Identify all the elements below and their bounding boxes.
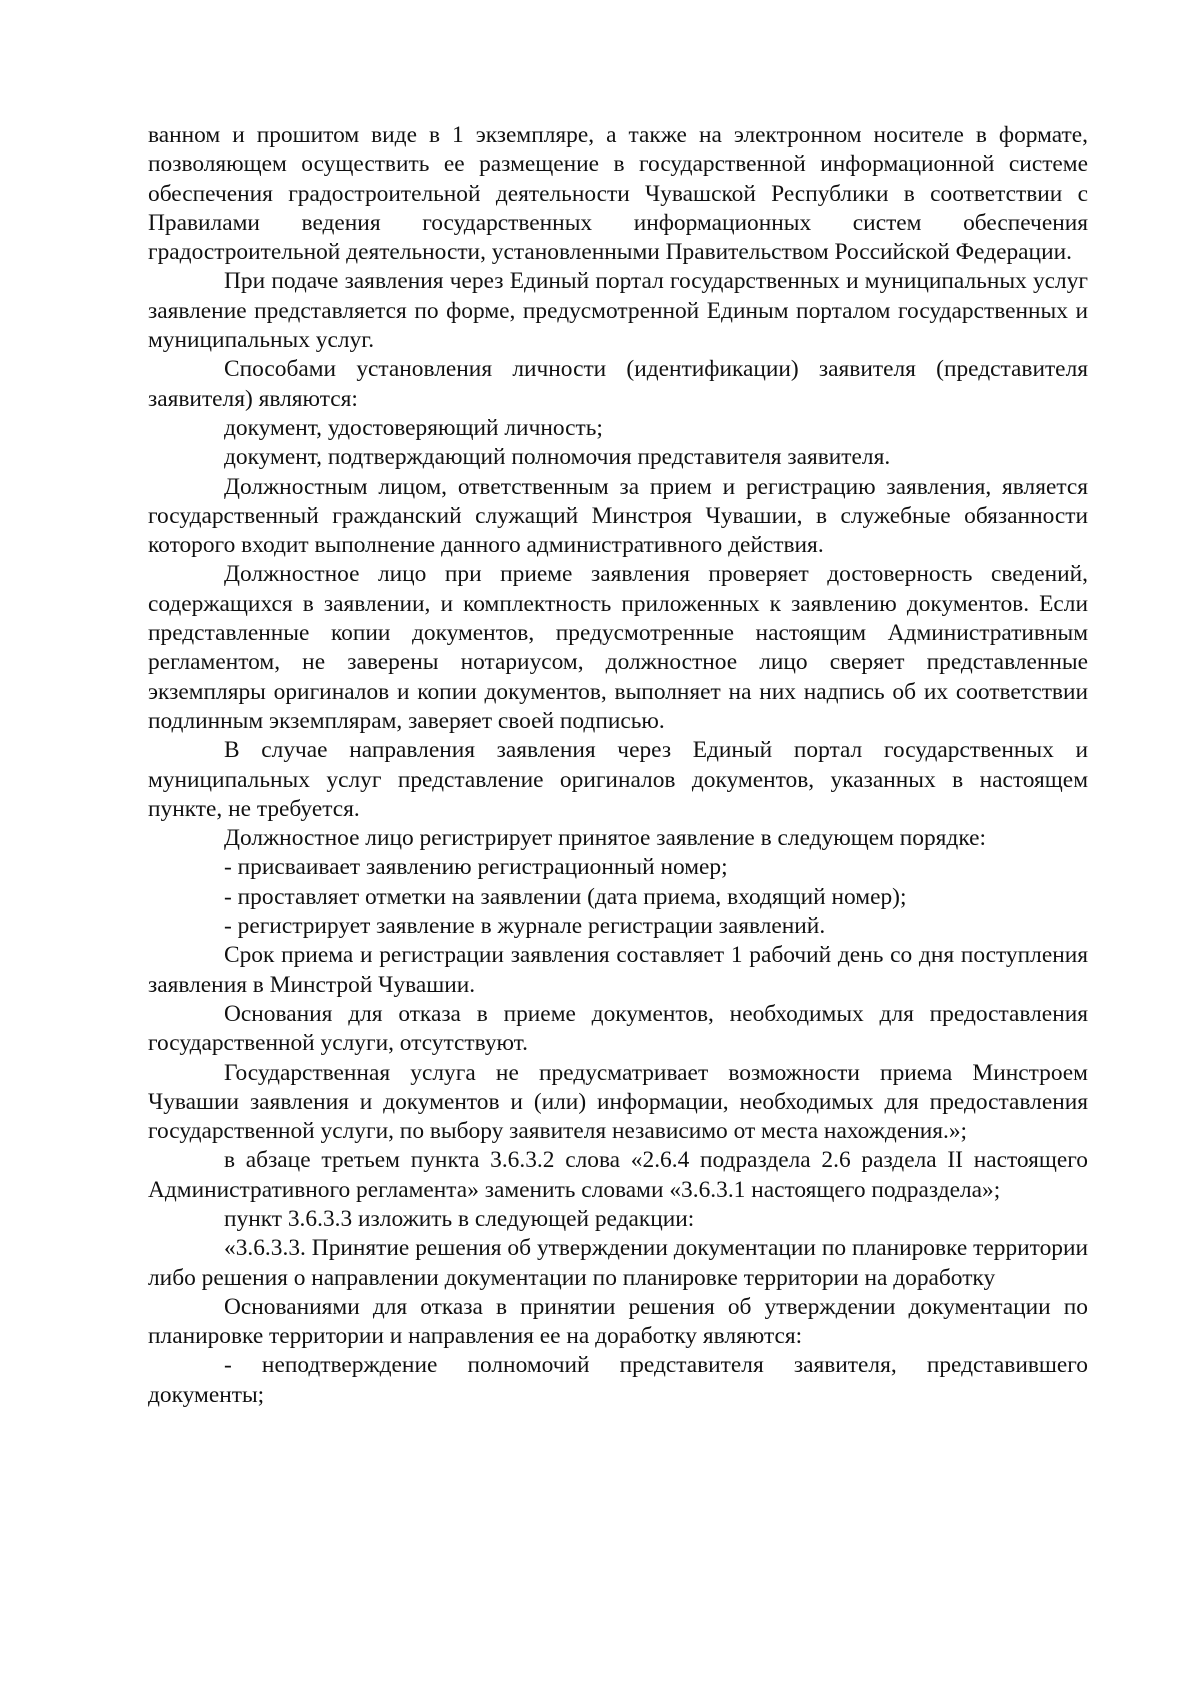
- paragraph-8: В случае направления заявления через Единый портал государственных и муниципальных услуг представление оригиналов документов, указанных в настоящем пункте, не требуется.: [148, 737, 1088, 822]
- paragraph-5: документ, подтверждающий полномочия представителя заявителя.: [224, 444, 891, 471]
- paragraph-18: «3.6.3.3. Принятие решения об утверждении документации по планировке территории либо решения о направлении документации по планировке территории на доработку: [148, 1235, 1088, 1291]
- paragraph-13: Срок приема и регистрации заявления составляет 1 рабочий день со дня поступления заявления в Минстрой Чувашии.: [148, 942, 1088, 998]
- paragraph-1: ванном и прошитом виде в 1 экземпляре, а также на электронном носителе в формате, позволяющем осуществить ее размещение в государственной информационной системе обеспечения градостроительной деятельности Чувашской Республики в соответствии с Правилами ведения государственных информационных систем обеспечения градостроительной деятельности, установленными Правительством Российской Федерации.: [148, 122, 1088, 266]
- paragraph-6: Должностным лицом, ответственным за прием и регистрацию заявления, является государственный гражданский служащий Минстроя Чувашии, в служебные обязанности которого входит выполнение данного административного действия.: [148, 473, 1088, 559]
- paragraph-12: - регистрирует заявление в журнале регистрации заявлений.: [224, 913, 826, 940]
- paragraph-17: пункт 3.6.3.3 изложить в следующей редакции:: [224, 1205, 695, 1232]
- paragraph-3: Способами установления личности (идентификации) заявителя (представителя заявителя) являются:: [148, 356, 1088, 412]
- paragraph-14: Основания для отказа в приеме документов, необходимых для предоставления государственной услуги, отсутствуют.: [148, 1000, 1088, 1057]
- paragraph-7: Должностное лицо при приеме заявления проверяет достоверность сведений, содержащихся в заявлении, и комплектность приложенных к заявлению документов. Если представленные копии документов, предусмотренные настоящим Административным регламентом, не заверены нотариусом, должностное лицо сверяет представленные экземпляры оригиналов и копии документов, выполняет на них надпись об их соответствии подлинным экземплярам, заверяет своей подписью.: [148, 561, 1088, 734]
- paragraph-16: в абзаце третьем пункта 3.6.3.2 слова «2.6.4 подраздела 2.6 раздела II настоящего Административного регламента» заменить словами «3.6.3.1 настоящего подраздела»;: [148, 1147, 1088, 1203]
- document-page: [148, 121, 1088, 1410]
- paragraph-19: Основаниями для отказа в принятии решения об утверждении документации по планировке территории и направления ее на доработку являются:: [148, 1293, 1088, 1350]
- paragraph-10: - присваивает заявлению регистрационный номер;: [224, 854, 728, 881]
- paragraph-11: - проставляет отметки на заявлении (дата приема, входящий номер);: [224, 883, 907, 910]
- paragraph-20: - неподтверждение полномочий представителя заявителя, представившего документы;: [148, 1352, 1088, 1408]
- paragraph-9: Должностное лицо регистрирует принятое заявление в следующем порядке:: [224, 825, 986, 852]
- paragraph-2: При подаче заявления через Единый портал государственных и муниципальных услуг заявление представляется по форме, предусмотренной Единым порталом государственных и муниципальных услуг.: [148, 268, 1088, 354]
- paragraph-15: Государственная услуга не предусматривает возможности приема Минстроем Чувашии заявления и документов и (или) информации, необходимых для предоставления государственной услуги, по выбору заявителя независимо от места нахождения.»;: [148, 1059, 1088, 1145]
- paragraph-4: документ, удостоверяющий личность;: [224, 414, 603, 441]
